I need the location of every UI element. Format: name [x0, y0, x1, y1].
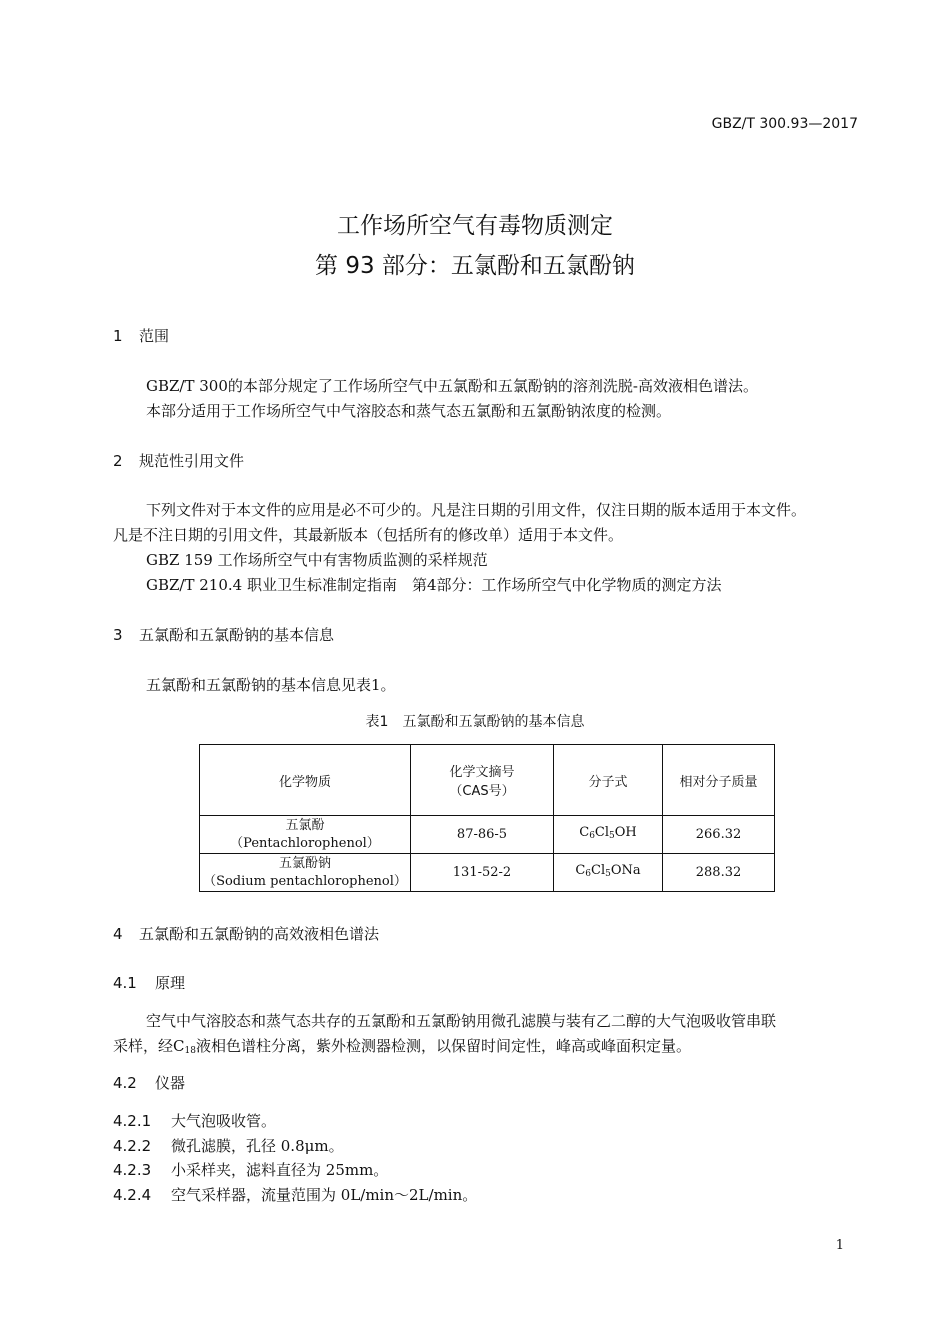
section-title: 规范性引用文件 — [139, 452, 245, 470]
table-cell: 87-86-5 — [411, 816, 554, 854]
standard-code: GBZ/T 300.93—2017 — [711, 116, 858, 132]
subsection-title: 原理 — [155, 974, 186, 992]
section-number: 4 — [113, 925, 123, 943]
paragraph: 空气中气溶胶态和蒸气态共存的五氯酚和五氯酚钠用微孔滤膜与装有乙二醇的大气泡吸收管串联 — [146, 1012, 777, 1030]
section-2-heading — [113, 450, 244, 471]
subsection-number: 4.1 — [113, 974, 137, 992]
paragraph: 本部分适用于工作场所空气中气溶胶态和蒸气态五氯酚和五氯酚钠浓度的检测。 — [146, 402, 672, 420]
table-cell: 266.32 — [663, 816, 775, 854]
section-4-heading — [113, 923, 379, 944]
section-title: 五氯酚和五氯酚钠的基本信息 — [139, 626, 335, 644]
list-item: 4.2.4 空气采样器，流量范围为 0L/min～2L/min。 — [113, 1186, 478, 1204]
table-cell: 131-52-2 — [411, 854, 554, 892]
table-cell: 288.32 — [663, 854, 775, 892]
subsection-4-2-heading — [113, 1072, 185, 1093]
header-cell: 化学物质 — [200, 745, 411, 816]
table-cell: 五氯酚钠 （Sodium pentachlorophenol） — [200, 854, 411, 892]
paragraph: 五氯酚和五氯酚钠的基本信息见表1。 — [146, 676, 396, 694]
section-3-heading — [113, 624, 334, 645]
section-1-heading — [113, 325, 169, 346]
basic-info-table — [199, 744, 775, 892]
page-number: 1 — [835, 1238, 844, 1253]
section-number: 2 — [113, 452, 123, 470]
subsection-title: 仪器 — [155, 1074, 186, 1092]
table-header-row — [200, 745, 775, 816]
table-cell: $C_6Cl_5ONa$ — [554, 854, 663, 892]
header-cell: 分子式 — [554, 745, 663, 816]
list-item: 4.2.3 小采样夹，滤料直径为 25mm。 — [113, 1161, 389, 1179]
section-number: 3 — [113, 626, 123, 644]
paragraph: 采样，经$C_{18}$液相色谱柱分离，紫外检测器检测，以保留时间定性，峰高或峰面积定量。 — [113, 1037, 691, 1056]
reference-item: GBZ 159 工作场所空气中有害物质监测的采样规范 — [146, 551, 488, 569]
title-line-1: 工作场所空气有毒物质测定 — [337, 213, 613, 239]
table-cell: $C_6Cl_5OH$ — [554, 816, 663, 854]
title-line-2: 第 93 部分：五氯酚和五氯酚钠 — [315, 253, 635, 279]
header-cell: 相对分子质量 — [663, 745, 775, 816]
list-item: 4.2.1 大气泡吸收管。 — [113, 1112, 277, 1130]
paragraph: GBZ/T 300的本部分规定了工作场所空气中五氯酚和五氯酚钠的溶剂洗脱-高效液相色谱法。 — [146, 377, 758, 395]
reference-item: GBZ/T 210.4 职业卫生标准制定指南 第4部分：工作场所空气中化学物质的测定方法 — [146, 576, 722, 594]
section-number: 1 — [113, 327, 123, 345]
table-caption: 表1 五氯酚和五氯酚钠的基本信息 — [365, 714, 585, 730]
subsection-4-1-heading — [113, 972, 185, 993]
paragraph: 下列文件对于本文件的应用是必不可少的。凡是注日期的引用文件，仅注日期的版本适用于本文件。 — [146, 501, 807, 519]
subsection-number: 4.2 — [113, 1074, 137, 1092]
table-row — [200, 816, 775, 854]
section-title: 范围 — [139, 327, 170, 345]
table-cell: 五氯酚 （Pentachlorophenol） — [200, 816, 411, 854]
paragraph: 凡是不注日期的引用文件，其最新版本（包括所有的修改单）适用于本文件。 — [113, 526, 624, 544]
section-title: 五氯酚和五氯酚钠的高效液相色谱法 — [139, 925, 380, 943]
table-row — [200, 854, 775, 892]
list-item: 4.2.2 微孔滤膜，孔径 0.8μm。 — [113, 1137, 344, 1155]
header-cell: 化学文摘号 （CAS号） — [411, 745, 554, 816]
